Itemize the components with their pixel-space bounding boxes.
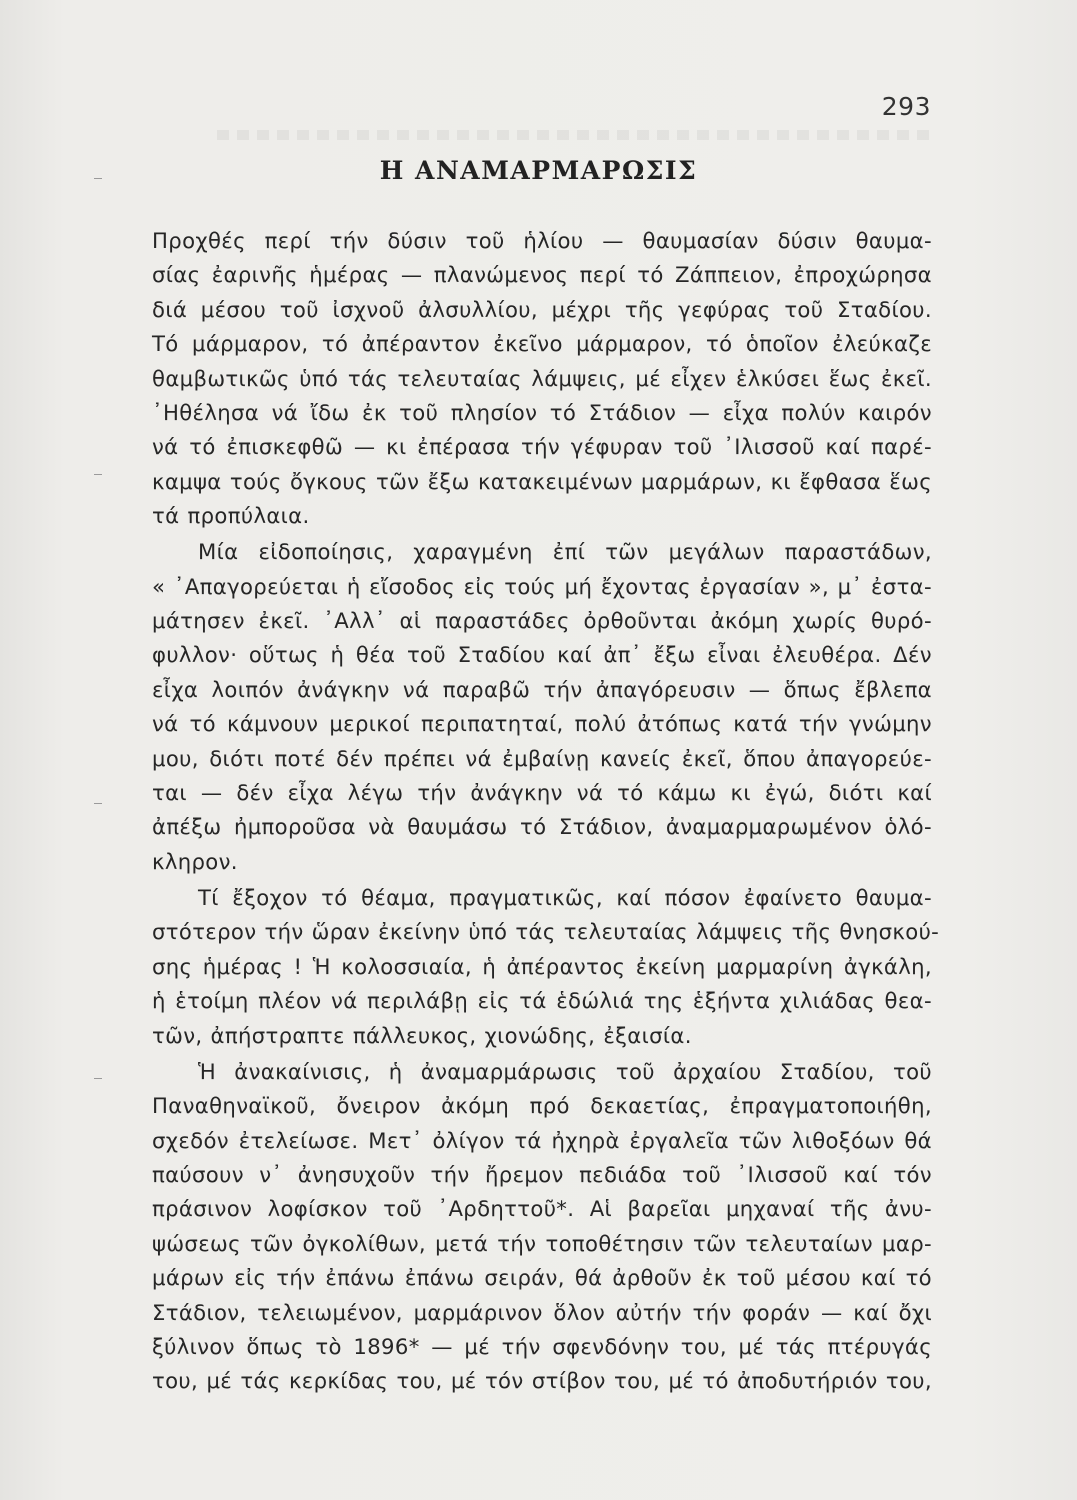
text-line: Ἡ ἀνακαίνισις, ἡ ἀναμαρμάρωσις τοῦ ἀρχαίου Σταδίου, τοῦ [198,1058,932,1084]
margin-mark [94,178,102,179]
margin-mark [94,474,102,475]
text-line: ἡ ἑτοίμη πλέον νά περιλάβῃ εἰς τά ἑδώλιά της ἑξήντα χιλιάδας θεα- [152,988,932,1014]
text-line: παύσουν ν᾿ ἀνησυχοῦν τήν ἤρεμον πεδιάδα τοῦ ᾿Ιλισσοῦ καί τόν [152,1161,932,1187]
page-number: 293 [881,92,931,121]
bleed-through-shadow [217,130,937,140]
text-line: σης ἡμέρας ! Ἡ κολοσσιαία, ἡ ἀπέραντος ἐκείνη μαρμαρίνη ἀγκάλη, [152,953,932,979]
text-line: του, μέ τάς κερκίδας του, μέ τόν στίβον του, μέ τό ἀποδυτήριόν του, [152,1368,932,1394]
text-line: ἀπέξω ἠμποροῦσα νὰ θαυμάσω τό Στάδιον, ἀναμαρμαρωμένον ὁλό- [152,814,932,840]
text-line: Τί ἔξοχον τό θέαμα, πραγματικῶς, καί πόσον ἐφαίνετο θαυμα- [198,885,932,911]
text-line: διά μέσου τοῦ ἰσχνοῦ ἀλσυλλίου, μέχρι τῆς γεφύρας τοῦ Σταδίου. [152,296,932,322]
text-line: Στάδιον, τελειωμένον, μαρμάρινον ὅλον αὐτήν τήν φοράν — καί ὄχι [152,1299,932,1325]
text-line: θαμβωτικῶς ὑπό τάς τελευταίας λάμψεις, μέ εἶχεν ἑλκύσει ἕως ἐκεῖ. [152,365,932,391]
text-line: μου, διότι ποτέ δέν πρέπει νά ἐμβαίνῃ κανείς ἐκεῖ, ὅπου ἀπαγορεύε- [152,745,932,771]
text-line: σίας ἐαρινῆς ἡμέρας — πλανώμενος περί τό Ζάππειον, ἐπροχώρησα [152,262,932,288]
text-line: ᾿Ηθέλησα νά ἴδω ἐκ τοῦ πλησίον τό Στάδιον — εἶχα πολύν καιρόν [152,399,932,425]
text-line: καμψα τούς ὄγκους τῶν ἔξω κατακειμένων μαρμάρων, κι ἔφθασα ἕως [152,468,932,494]
text-line: νά τό ἐπισκεφθῶ — κι ἐπέρασα τήν γέφυραν τοῦ ᾿Ιλισσοῦ καί παρέ- [152,434,932,460]
text-line: σχεδόν ἐτελείωσε. Μετ᾿ ὀλίγον τά ἠχηρὰ ἐργαλεῖα τῶν λιθοξόων θά [152,1127,932,1153]
text-line: νά τό κάμνουν μερικοί περιπατηταί, πολύ ἀτόπως κατά τήν γνώμην [152,711,932,737]
text-line: « ᾿Απαγορεύεται ἡ εἴσοδος εἰς τούς μή ἔχοντας ἐργασίαν », μ᾿ ἐστα- [152,573,932,599]
text-line: κληρον. [152,848,238,874]
text-line: στότερον τήν ὥραν ἐκείνην ὑπό τάς τελευταίας λάμψεις τῆς θνησκού- [152,919,940,945]
text-line: φυλλον· οὕτως ἡ θέα τοῦ Σταδίου καί ἀπ᾿ ἔξω εἶναι ἐλευθέρα. Δέν [152,642,932,668]
text-line: πράσινον λοφίσκον τοῦ ᾿Αρδηττοῦ*. Αἱ βαρεῖαι μηχαναί τῆς ἀνυ- [152,1196,932,1222]
text-line: ξύλινον ὅπως τὸ 1896* — μέ τήν σφενδόνην του, μέ τάς πτέρυγάς [152,1333,932,1359]
text-line: Τό μάρμαρον, τό ἀπέραντον ἐκεῖνο μάρμαρον, τό ὁποῖον ἐλεύκαζε [152,331,932,357]
margin-mark [94,803,102,804]
text-line: Προχθές περί τήν δύσιν τοῦ ἡλίου — θαυμασίαν δύσιν θαυμα- [152,228,932,253]
text-line: εἶχα λοιπόν ἀνάγκην νά παραβῶ τήν ἀπαγόρευσιν — ὅπως ἔβλεπα [152,676,932,702]
margin-mark [94,1078,102,1079]
body-text [152,224,940,1399]
text-line: Μία εἰδοποίησις, χαραγμένη ἐπί τῶν μεγάλων παραστάδων, [198,539,932,565]
text-line: μάρων εἰς τήν ἐπάνω ἐπάνω σειράν, θά ἀρθοῦν ἐκ τοῦ μέσου καί τό [152,1265,932,1291]
text-line: Παναθηναϊκοῦ, ὄνειρον ἀκόμη πρό δεκαετίας, ἐπραγματοποιήθη, [152,1093,932,1119]
text-line: ται — δέν εἶχα λέγω τήν ἀνάγκην νά τό κάμω κι ἐγώ, διότι καί [152,780,932,806]
text-line: ψώσεως τῶν ὀγκολίθων, μετά τήν τοποθέτησιν τῶν τελευταίων μαρ- [152,1230,932,1256]
text-line: μάτησεν ἐκεῖ. ᾿Αλλ᾿ αἱ παραστάδες ὀρθοῦνται ἀκόμη χωρίς θυρό- [152,608,932,634]
text-line: τά προπύλαια. [152,503,310,529]
chapter-title: Η ΑΝΑΜΑΡΜΑΡΩΣΙΣ [379,156,698,185]
text-line: τῶν, ἀπήστραπτε πάλλευκος, χιονώδης, ἐξαισία. [152,1022,692,1048]
